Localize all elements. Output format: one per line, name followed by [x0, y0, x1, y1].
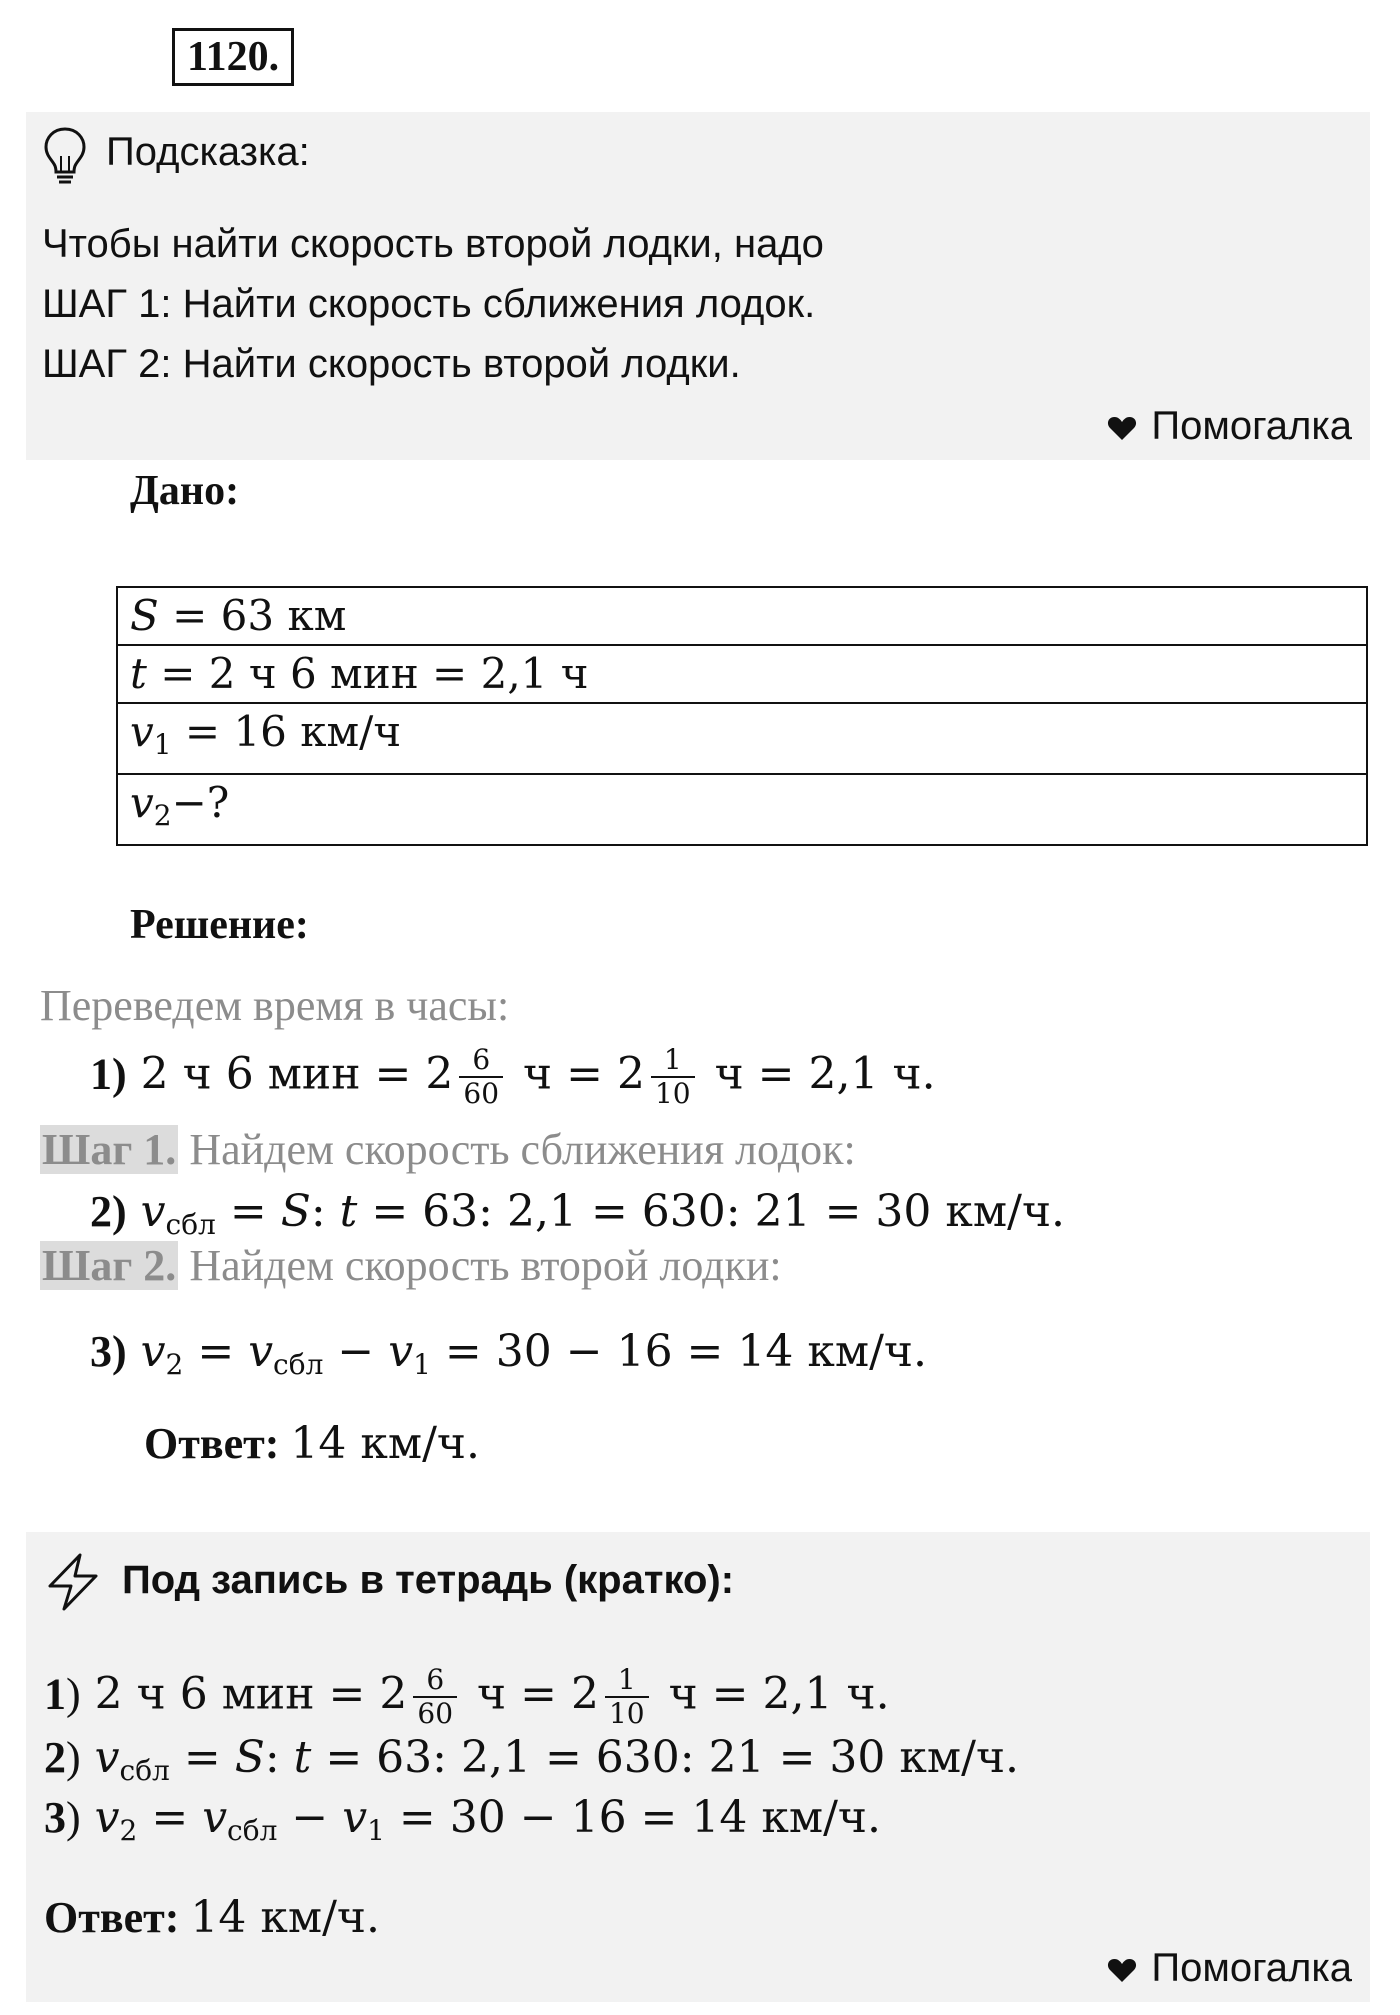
- hint-title: Подсказка:: [106, 130, 310, 174]
- hint-step-2: [42, 334, 741, 394]
- expr-var: S: [234, 1732, 265, 1783]
- solution-line-1: [90, 1044, 936, 1110]
- given-table: [116, 586, 1368, 846]
- line-number: 1: [44, 1669, 66, 1719]
- answer-value: 14 км/ч.: [190, 1892, 381, 1943]
- expr-part: ): [66, 1669, 81, 1719]
- brand-text: Помогалка: [1151, 404, 1352, 448]
- fraction-denominator: 60: [417, 1697, 454, 1730]
- expr-part: =: [183, 1326, 249, 1377]
- expr-part: = 63: 2,1 = 630: 21 = 30 км/ч.: [357, 1186, 1066, 1237]
- given-value: = 2 ч 6 мин = 2,1 ч: [146, 649, 589, 698]
- expr-part: ): [66, 1733, 81, 1782]
- hint-step-1-label: ШАГ 1:: [42, 282, 172, 326]
- heart-icon: [1107, 1957, 1137, 1983]
- given-value: = 16 км/ч: [171, 707, 402, 756]
- expr-sub: 1: [367, 1814, 385, 1847]
- given-sub: 2: [153, 799, 172, 832]
- notebook-line-3: [44, 1788, 881, 1861]
- expr-sub: 2: [165, 1348, 184, 1381]
- hint-step-2-text: Найти скорость второй лодки.: [182, 342, 741, 386]
- solution-step-2: [40, 1236, 782, 1296]
- expr-part: −: [323, 1326, 389, 1377]
- expr-part: :: [310, 1186, 340, 1237]
- fraction-denominator: 10: [608, 1697, 645, 1730]
- given-row: [117, 587, 1367, 645]
- expr-sub: 2: [119, 1814, 138, 1847]
- lightning-icon: [44, 1552, 102, 1612]
- given-var: t: [130, 649, 147, 698]
- hint-step-1-text: Найти скорость сближения лодок.: [182, 282, 816, 326]
- fraction-denominator: 60: [463, 1077, 500, 1110]
- solution-line-3: [90, 1322, 927, 1395]
- expr-part: ): [66, 1793, 81, 1842]
- answer-value: 14 км/ч.: [290, 1418, 481, 1469]
- line-label: 1): [90, 1049, 127, 1099]
- expr-part: ч = 2,1 ч.: [700, 1048, 936, 1100]
- expr-sub: сбл: [273, 1348, 324, 1381]
- fraction-numerator: 6: [459, 1044, 503, 1078]
- hint-panel: [26, 112, 1370, 460]
- solution-heading: Решение:: [130, 902, 309, 948]
- step-text: Найдем скорость второй лодки:: [178, 1241, 782, 1290]
- given-value: −?: [171, 778, 230, 827]
- expr-var: v: [140, 1186, 166, 1237]
- notebook-answer: [44, 1888, 380, 1948]
- given-var: S: [130, 591, 159, 640]
- answer-label: Ответ:: [44, 1893, 180, 1942]
- given-sub: 1: [153, 728, 172, 761]
- expr-var: v: [342, 1792, 368, 1843]
- line-label: 3): [90, 1327, 127, 1376]
- fraction: [651, 1044, 695, 1110]
- line-number: 2: [44, 1733, 66, 1782]
- expr-part: = 30 − 16 = 14 км/ч.: [384, 1792, 882, 1843]
- step-tag: Шаг 1.: [42, 1125, 177, 1174]
- hint-line-1: Чтобы найти скорость второй лодки, надо: [42, 222, 824, 266]
- expr-part: 2 ч 6 мин = 2: [140, 1048, 454, 1100]
- lightbulb-icon: [42, 126, 88, 184]
- expr-sub: сбл: [227, 1814, 278, 1847]
- expr-var: v: [248, 1326, 274, 1377]
- solution-answer: [144, 1414, 480, 1474]
- expr-part: =: [137, 1792, 203, 1843]
- solution-intro: Переведем время в часы:: [40, 981, 510, 1030]
- expr-sub: 1: [413, 1348, 431, 1381]
- expr-part: ч = 2: [509, 1048, 645, 1100]
- expr-part: 2 ч 6 мин = 2: [94, 1668, 408, 1720]
- expr-part: = 30 − 16 = 14 км/ч.: [430, 1326, 928, 1377]
- line-number: 3: [44, 1793, 66, 1842]
- expr-var: v: [94, 1792, 120, 1843]
- expr-var: v: [202, 1792, 228, 1843]
- solution-step-1: [40, 1120, 856, 1180]
- fraction: [413, 1664, 457, 1730]
- line-label: 2): [90, 1187, 127, 1236]
- problem-number: 1120.: [172, 28, 294, 86]
- given-heading: Дано:: [130, 468, 240, 514]
- expr-var: t: [339, 1186, 358, 1237]
- fraction: [459, 1044, 503, 1110]
- heart-icon: [1107, 415, 1137, 441]
- given-row: [117, 645, 1367, 703]
- expr-part: −: [277, 1792, 343, 1843]
- expr-var: S: [280, 1186, 311, 1237]
- brand-text: Помогалка: [1151, 1946, 1352, 1990]
- expr-var: v: [388, 1326, 414, 1377]
- brand-label: [1107, 1944, 1352, 1992]
- hint-step-1: [42, 274, 815, 334]
- expr-part: ч = 2: [463, 1668, 599, 1720]
- expr-sub: сбл: [165, 1208, 216, 1241]
- notebook-title: Под запись в тетрадь (кратко):: [122, 1558, 735, 1602]
- fraction-numerator: 1: [651, 1044, 695, 1078]
- expr-part: = 63: 2,1 = 630: 21 = 30 км/ч.: [311, 1732, 1020, 1783]
- expr-part: =: [169, 1732, 235, 1783]
- hint-step-2-label: ШАГ 2:: [42, 342, 172, 386]
- expr-part: =: [215, 1186, 281, 1237]
- expr-part: :: [264, 1732, 294, 1783]
- expr-var: t: [293, 1732, 312, 1783]
- brand-label: [1107, 402, 1352, 450]
- notebook-line-1: [44, 1664, 890, 1730]
- given-row: [117, 774, 1367, 845]
- fraction-denominator: 10: [654, 1077, 691, 1110]
- fraction-numerator: 6: [413, 1664, 457, 1698]
- given-value: = 63 км: [158, 591, 347, 640]
- notebook-panel: [26, 1532, 1370, 2002]
- expr-part: ч = 2,1 ч.: [654, 1668, 890, 1720]
- expr-var: v: [140, 1326, 166, 1377]
- expr-var: v: [94, 1732, 120, 1783]
- fraction: [605, 1664, 649, 1730]
- given-row: [117, 703, 1367, 774]
- step-tag: Шаг 2.: [42, 1241, 177, 1290]
- given-var: v: [130, 778, 154, 827]
- given-var: v: [130, 707, 154, 756]
- step-text: Найдем скорость сближения лодок:: [178, 1125, 856, 1174]
- fraction-numerator: 1: [605, 1664, 649, 1698]
- answer-label: Ответ:: [144, 1419, 280, 1468]
- expr-sub: сбл: [119, 1754, 170, 1787]
